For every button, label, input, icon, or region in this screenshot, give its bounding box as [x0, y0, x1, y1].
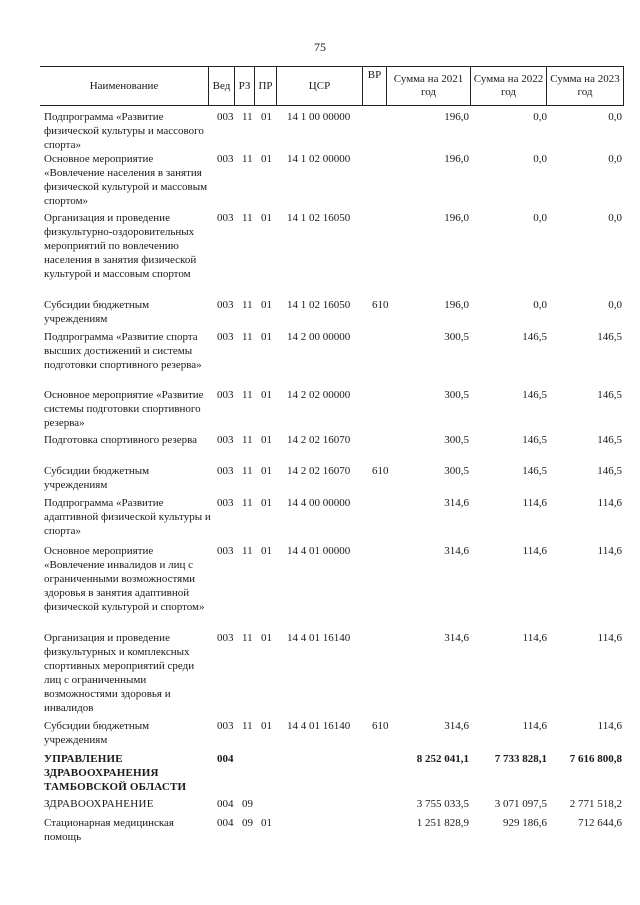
- row-sum-2023: 0,0: [608, 111, 622, 123]
- row-sum-2023: 0,0: [608, 212, 622, 224]
- row-sum-2023: 114,6: [597, 545, 622, 557]
- row-vr: 610: [372, 720, 389, 732]
- row-sum-2023: 146,5: [597, 465, 622, 477]
- row-pr: 01: [261, 153, 272, 165]
- row-sum-2022: 7 733 828,1: [494, 753, 547, 765]
- row-sum-2021: 196,0: [444, 153, 469, 165]
- row-rz: 11: [242, 434, 253, 446]
- row-vr: 610: [372, 299, 389, 311]
- row-csr: 14 4 00 00000: [287, 497, 351, 509]
- row-sum-2021: 1 251 828,9: [416, 817, 469, 829]
- row-ved: 003: [217, 720, 234, 732]
- row-name: Основное мероприятие «Вовлечение инвалидов и лиц с ограниченными возможностями здоровья в занятия адаптивной физической культурой и спортом»: [44, 545, 205, 613]
- row-csr: 14 4 01 16140: [287, 720, 351, 732]
- row-name: Подпрограмма «Развитие адаптивной физической культуры и спорта»: [44, 497, 211, 537]
- header-sum-2021: Сумма на 2021 год: [386, 67, 470, 105]
- row-sum-2022: 114,6: [522, 545, 547, 557]
- row-ved: 003: [217, 632, 234, 644]
- row-rz: 09: [242, 817, 253, 829]
- row-sum-2022: 114,6: [522, 497, 547, 509]
- row-sum-2021: 196,0: [444, 299, 469, 311]
- row-pr: 01: [261, 465, 272, 477]
- row-ved: 003: [217, 111, 234, 123]
- row-sum-2021: 300,5: [444, 465, 469, 477]
- row-pr: 01: [261, 212, 272, 224]
- row-sum-2023: 712 644,6: [578, 817, 622, 829]
- row-name: ЗДРАВООХРАНЕНИЕ: [44, 798, 154, 810]
- row-sum-2022: 146,5: [522, 434, 547, 446]
- row-sum-2022: 146,5: [522, 389, 547, 401]
- row-ved: 003: [217, 331, 234, 343]
- row-sum-2021: 314,6: [444, 720, 469, 732]
- row-name: Подпрограмма «Развитие физической культуры и массового спорта»: [44, 111, 204, 151]
- row-pr: 01: [261, 720, 272, 732]
- header-pr: ПР: [254, 67, 276, 105]
- row-ved: 003: [217, 497, 234, 509]
- row-pr: 01: [261, 434, 272, 446]
- row-sum-2022: 0,0: [533, 111, 547, 123]
- row-csr: 14 1 02 00000: [287, 153, 351, 165]
- row-pr: 01: [261, 331, 272, 343]
- row-sum-2023: 146,5: [597, 389, 622, 401]
- header-sum-2023: Сумма на 2023 год: [546, 67, 624, 105]
- row-name: Субсидии бюджетным учреждениям: [44, 465, 150, 491]
- row-sum-2021: 314,6: [444, 545, 469, 557]
- row-rz: 11: [242, 465, 253, 477]
- row-name: Подпрограмма «Развитие спорта высших достижений и системы подготовки спортивного резерва»: [44, 331, 202, 371]
- row-csr: 14 1 00 00000: [287, 111, 351, 123]
- row-sum-2023: 2 771 518,2: [569, 798, 622, 810]
- row-sum-2023: 114,6: [597, 497, 622, 509]
- row-name: Субсидии бюджетным учреждениям: [44, 299, 150, 325]
- row-sum-2023: 146,5: [597, 331, 622, 343]
- row-ved: 003: [217, 545, 234, 557]
- row-sum-2021: 314,6: [444, 497, 469, 509]
- row-sum-2021: 3 755 033,5: [416, 798, 469, 810]
- row-rz: 11: [242, 545, 253, 557]
- row-sum-2023: 7 616 800,8: [569, 753, 622, 765]
- row-ved: 004: [217, 798, 234, 810]
- row-rz: 11: [242, 389, 253, 401]
- row-rz: 11: [242, 331, 253, 343]
- header-vr: ВР: [362, 67, 386, 105]
- row-csr: 14 1 02 16050: [287, 212, 351, 224]
- row-pr: 01: [261, 389, 272, 401]
- row-pr: 01: [261, 299, 272, 311]
- row-pr: 01: [261, 545, 272, 557]
- row-sum-2023: 114,6: [597, 720, 622, 732]
- row-rz: 11: [242, 212, 253, 224]
- row-rz: 11: [242, 111, 253, 123]
- row-pr: 01: [261, 632, 272, 644]
- row-sum-2022: 3 071 097,5: [494, 798, 547, 810]
- row-ved: 003: [217, 212, 234, 224]
- row-name: Субсидии бюджетным учреждениям: [44, 720, 150, 746]
- row-sum-2022: 146,5: [522, 331, 547, 343]
- row-sum-2022: 0,0: [533, 212, 547, 224]
- header-name: Наименование: [89, 79, 159, 92]
- row-csr: 14 4 01 00000: [287, 545, 351, 557]
- row-sum-2023: 146,5: [597, 434, 622, 446]
- row-ved: 003: [217, 465, 234, 477]
- row-ved: 003: [217, 434, 234, 446]
- table-header: [40, 66, 624, 106]
- row-pr: 01: [261, 497, 272, 509]
- row-name: УПРАВЛЕНИЕ ЗДРАВООХРАНЕНИЯ ТАМБОВСКОЙ ОБЛАСТИ: [44, 753, 187, 793]
- row-csr: 14 2 02 00000: [287, 389, 351, 401]
- header-rz: РЗ: [234, 67, 254, 105]
- header-sum-2022: Сумма на 2022 год: [470, 67, 546, 105]
- row-sum-2022: 0,0: [533, 299, 547, 311]
- row-rz: 11: [242, 497, 253, 509]
- row-name: Стационарная медицинская помощь: [44, 817, 174, 843]
- row-ved: 004: [217, 753, 234, 765]
- row-vr: 610: [372, 465, 389, 477]
- row-sum-2023: 0,0: [608, 299, 622, 311]
- row-ved: 003: [217, 389, 234, 401]
- row-sum-2022: 929 186,6: [503, 817, 547, 829]
- row-rz: 11: [242, 632, 253, 644]
- row-csr: 14 2 00 00000: [287, 331, 351, 343]
- row-sum-2022: 0,0: [533, 153, 547, 165]
- row-name: Основное мероприятие «Вовлечение населения в занятия физической культурой и массовым спортом»: [44, 153, 208, 207]
- row-csr: 14 2 02 16070: [287, 434, 351, 446]
- row-sum-2022: 114,6: [522, 632, 547, 644]
- row-sum-2022: 146,5: [522, 465, 547, 477]
- row-name: Подготовка спортивного резерва: [44, 434, 198, 446]
- row-csr: 14 2 02 16070: [287, 465, 351, 477]
- row-rz: 09: [242, 798, 253, 810]
- row-rz: 11: [242, 720, 253, 732]
- row-sum-2021: 300,5: [444, 434, 469, 446]
- row-ved: 003: [217, 299, 234, 311]
- row-rz: 11: [242, 153, 253, 165]
- row-csr: 14 1 02 16050: [287, 299, 351, 311]
- row-pr: 01: [261, 111, 272, 123]
- header-ved: Вед: [208, 67, 234, 105]
- row-sum-2021: 300,5: [444, 331, 469, 343]
- row-sum-2021: 196,0: [444, 111, 469, 123]
- row-name: Организация и проведение физкультурно-оздоровительных мероприятий по вовлечению населения в занятия физической культурой и массовым спортом: [44, 212, 197, 280]
- row-sum-2021: 314,6: [444, 632, 469, 644]
- row-sum-2021: 8 252 041,1: [416, 753, 469, 765]
- row-sum-2022: 114,6: [522, 720, 547, 732]
- page-number: 75: [314, 40, 326, 54]
- header-csr: ЦСР: [276, 67, 362, 105]
- row-sum-2021: 196,0: [444, 212, 469, 224]
- row-ved: 004: [217, 817, 234, 829]
- row-sum-2023: 114,6: [597, 632, 622, 644]
- row-sum-2023: 0,0: [608, 153, 622, 165]
- row-name: Основное мероприятие «Развитие системы подготовки спортивного резерва»: [44, 389, 204, 429]
- row-name: Организация и проведение физкультурных и комплексных спортивных мероприятий среди лиц с ограниченными возможностями здоровья и инвалидов: [44, 632, 195, 714]
- row-sum-2021: 300,5: [444, 389, 469, 401]
- row-pr: 01: [261, 817, 272, 829]
- row-rz: 11: [242, 299, 253, 311]
- row-ved: 003: [217, 153, 234, 165]
- row-csr: 14 4 01 16140: [287, 632, 351, 644]
